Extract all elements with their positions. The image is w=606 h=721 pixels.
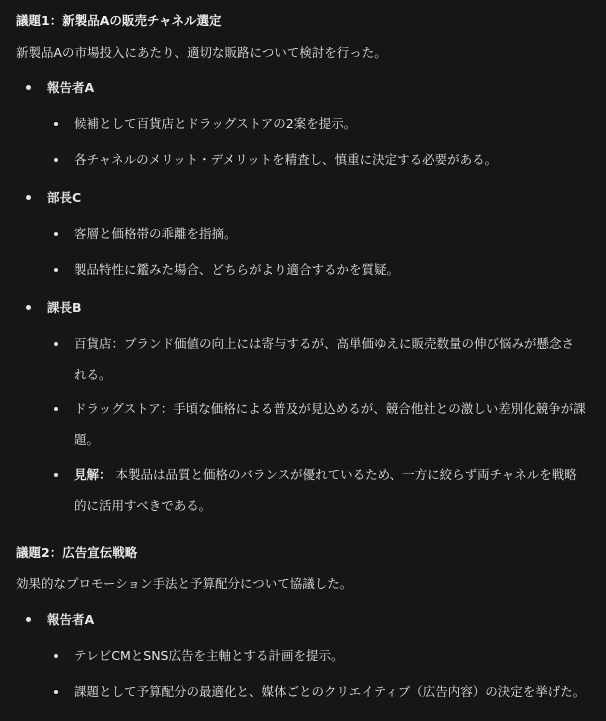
bullet-dot <box>54 407 58 411</box>
list-item: 製品特性に鑑みた場合、どちらがより適合するかを質疑。 <box>74 262 400 277</box>
list-item: 課題として予算配分の最適化と、媒体ごとのクリエイティブ（広告内容）の決定を挙げた。 <box>74 684 586 699</box>
speaker-label: 報告者A <box>47 80 95 95</box>
speaker-label: 報告者A <box>47 612 95 627</box>
view-label: 見解： <box>74 467 112 482</box>
bullet-dot <box>54 232 58 236</box>
bullet-dot <box>26 85 31 90</box>
list-item: 候補として百貨店とドラッグストアの2案を提示。 <box>74 116 357 131</box>
list-item-view <box>74 459 586 521</box>
speaker-label: 部長C <box>47 190 82 205</box>
bullet-dot <box>54 654 58 658</box>
bullet-dot <box>26 305 31 310</box>
list-item: ドラッグストア：手頃な価格による普及が見込めるが、競合他社との激しい差別化競争が課題。 <box>74 401 586 447</box>
view-text: 本製品は品質と価格のバランスが優れているため、一方に絞らず両チャネルを戦略的に活用すべきである。 <box>74 467 577 513</box>
bullet-dot <box>54 268 58 272</box>
list-item: 各チャネルのメリット・デメリットを精査し、慎重に決定する必要がある。 <box>74 152 498 167</box>
list-item: 客層と価格帯の乖離を指摘。 <box>74 226 237 241</box>
section-heading-1: 議題1：新製品Aの販売チャネル選定 <box>16 13 222 28</box>
bullet-dot <box>54 158 58 162</box>
bullet-dot <box>26 617 31 622</box>
bullet-dot <box>54 122 58 126</box>
speaker-label: 課長B <box>47 300 82 315</box>
section-heading-2: 議題2：広告宣伝戦略 <box>16 545 138 560</box>
list-item: テレビCMとSNS広告を主軸とする計画を提示。 <box>74 648 344 663</box>
bullet-dot <box>54 690 58 694</box>
bullet-dot <box>54 342 58 346</box>
section-intro-2: 効果的なプロモーション手法と予算配分について協議した。 <box>16 576 353 591</box>
list-item: 百貨店：ブランド価値の向上には寄与するが、高単価ゆえに販売数量の伸び悩みが懸念される。 <box>74 336 575 382</box>
bullet-dot <box>54 473 58 477</box>
section-intro-1: 新製品Aの市場投入にあたり、適切な販路について検討を行った。 <box>16 45 387 60</box>
bullet-dot <box>26 195 31 200</box>
